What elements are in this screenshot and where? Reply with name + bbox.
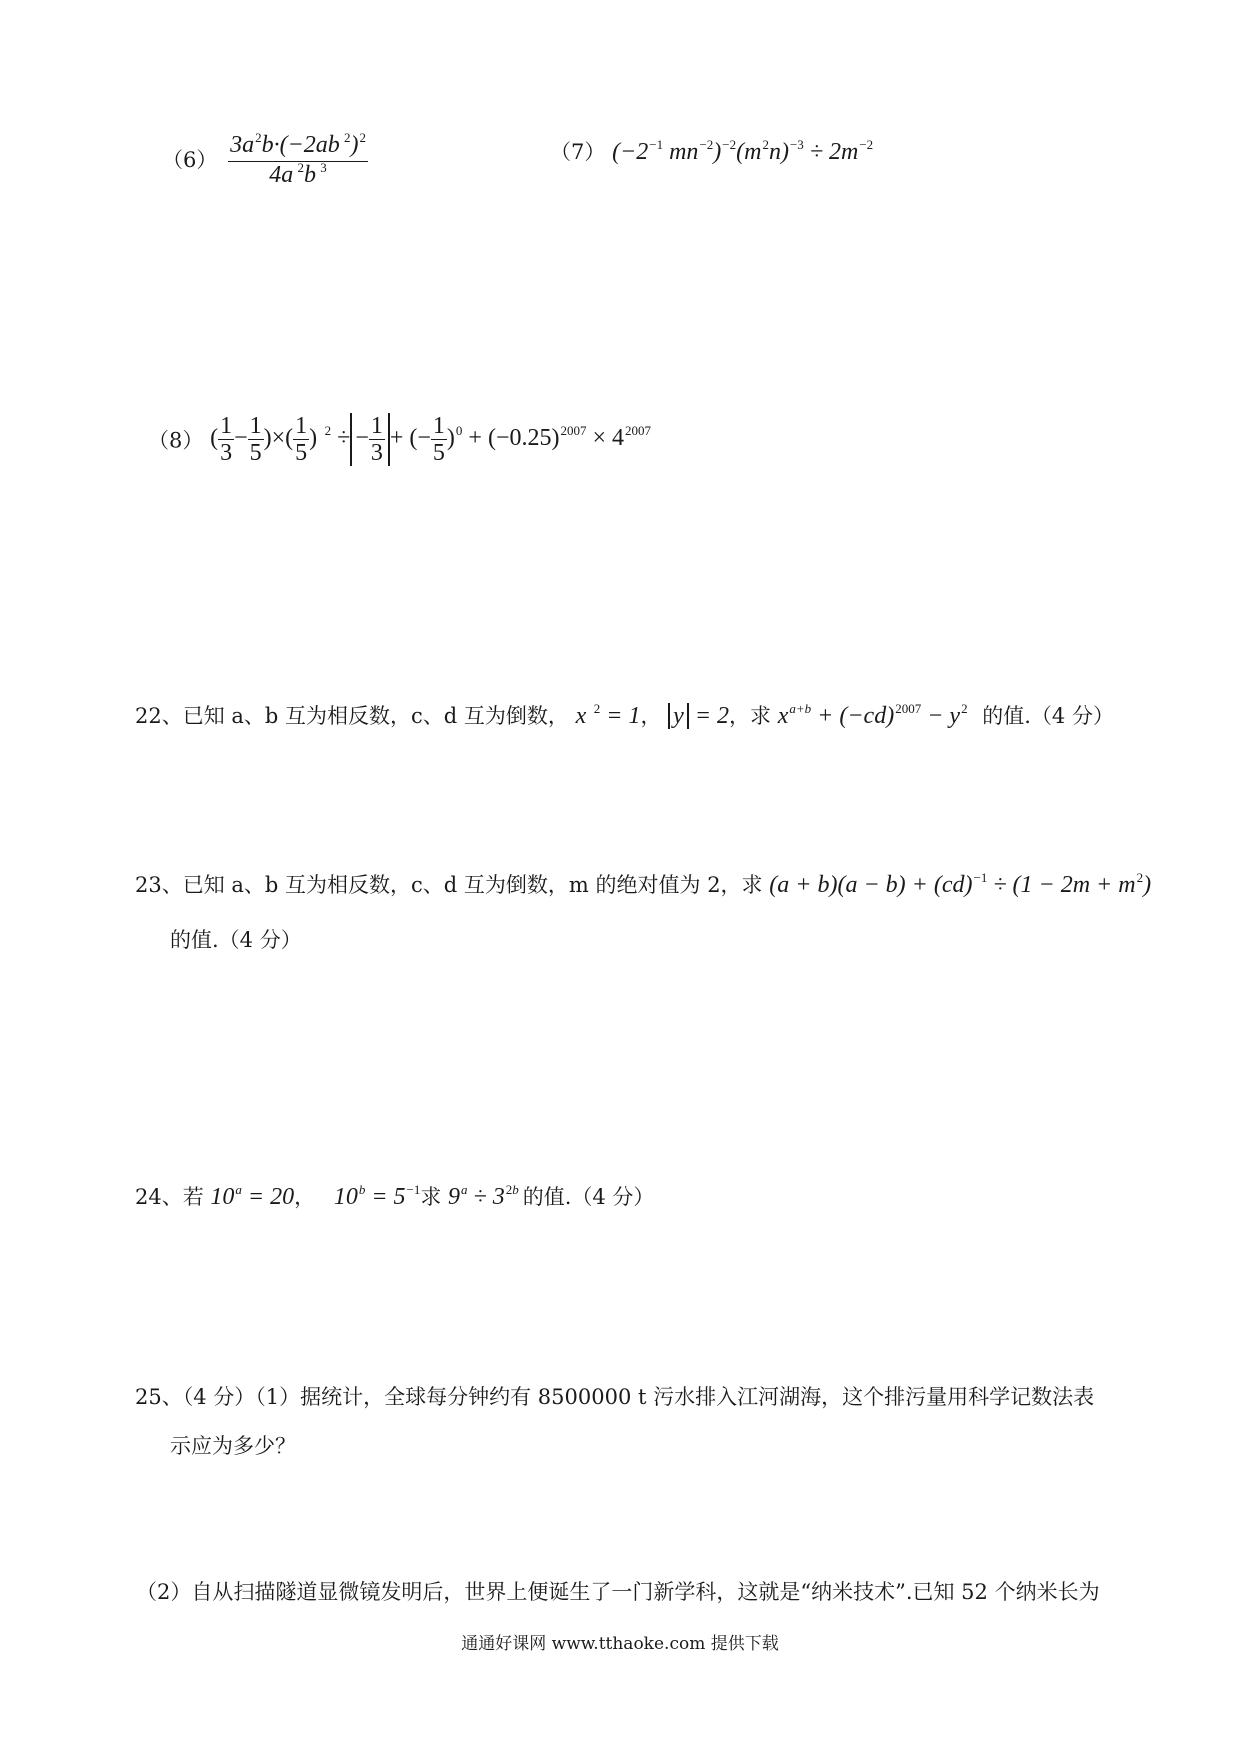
- question-22: 22、已知 a、b 互为相反数，c、d 互为倒数， x $^2$ = 1， y = 2，求 $x^{a+b} + (-cd)^{2007} - y^2$ 的值.（4 分）: [135, 701, 1114, 729]
- problem-6-fraction: [228, 132, 368, 191]
- problem-6: [162, 132, 368, 191]
- problem-8-expression: ( $\frac{1}{3}$ − $\frac{1}{5}$ )×( $\frac{1}{5}$ ) $^2$ ÷ − $\frac{1}{3}$ + (− $\frac{1}{5}$ )$^0 + (-0.25)^{2007} \times 4^{2007}$: [210, 413, 652, 466]
- question-22-text: 已知 a、b 互为相反数，c、d 互为倒数，: [182, 704, 569, 728]
- question-23-number: 23、: [135, 873, 183, 897]
- question-23-expression: $(a + b)(a - b) + (cd)^{-1} \div (1 - 2m + m^2)$: [769, 870, 1152, 898]
- question-25-part2: （2）自从扫描隧道显微镜发明后，世界上便诞生了一门新学科，这就是“纳米技术”.已知 52 个纳米长为: [136, 1580, 1100, 1604]
- question-22-x-squared: x $^2$ = 1: [575, 701, 641, 729]
- question-23: [135, 869, 1151, 899]
- problem-8: [148, 413, 651, 466]
- question-22-abs-y: y = 2: [668, 703, 729, 729]
- question-24-expression: $9^a \div 3^{2b}$: [448, 1182, 519, 1210]
- problem-8-label: （8）: [148, 428, 204, 453]
- question-24-number: 24、: [135, 1185, 183, 1209]
- question-24-eq1: 10$^a$ = 20: [210, 1182, 295, 1210]
- problem-6-denominator: 4a $^2$b $^3$: [269, 160, 327, 188]
- page-footer: 通通好课网 www.tthaoke.com 提供下载: [461, 1634, 779, 1654]
- question-23-text: 已知 a、b 互为相反数，c、d 互为倒数，m 的绝对值为 2，求: [182, 873, 763, 897]
- problem-7: [550, 136, 873, 166]
- question-22-number: 22、: [135, 704, 183, 728]
- question-25-line2: 示应为多少？: [170, 1434, 296, 1458]
- question-25-line1: （4 分）（1）据统计，全球每分钟约有 8500000 t 污水排入江河湖海，这个排污量用科学记数法表: [182, 1385, 1095, 1409]
- problem-6-label: （6）: [162, 148, 218, 172]
- problem-6-numerator: $3a^2b\cdot(-2ab$ $^2$)$^2$: [228, 132, 368, 162]
- question-25: [135, 1381, 1094, 1411]
- question-22-expression: $x^{a+b} + (-cd)^{2007} - y^2$: [777, 701, 968, 729]
- question-23-line2: 的值.（4 分）: [170, 928, 302, 952]
- problem-7-label: （7）: [550, 140, 606, 164]
- problem-7-expression: ($-2^{-1}$ $mn^{-2})^{-2}(m^2n)^{-3} \div 2m^{-2}$: [612, 137, 874, 165]
- question-24-eq2: $10^b = 5^{-1}$: [333, 1182, 421, 1210]
- question-24: 24、若 10$^a$ = 20， $10^b = 5^{-1}$求 $9^a \div 3^{2b}$ 的值.（4 分）: [135, 1182, 655, 1210]
- question-25-number: 25、: [135, 1385, 183, 1409]
